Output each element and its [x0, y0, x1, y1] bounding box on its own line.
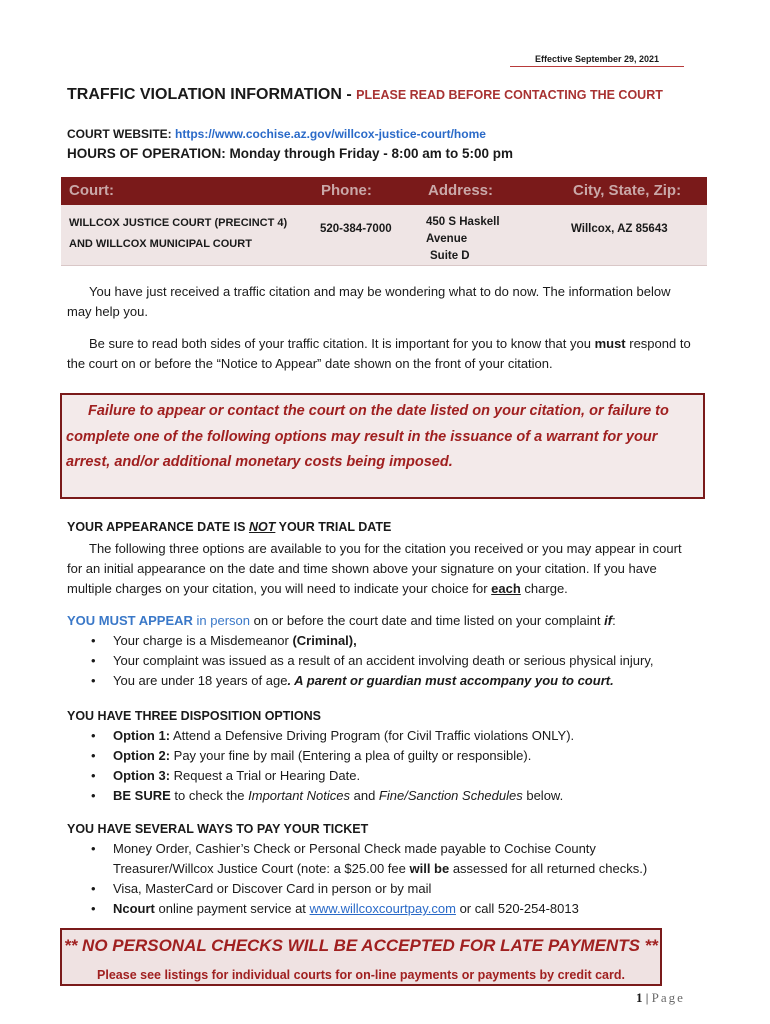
appearance-text: [67, 539, 697, 599]
intro2-text-a: Be sure to read both sides of your traffic citation. It is important for you to know that you: [89, 336, 595, 351]
appearance-head-not: NOT: [248, 520, 276, 534]
address-line2: Avenue: [426, 233, 468, 245]
court-table-header: [61, 177, 707, 205]
court-address: [426, 214, 500, 265]
header-city: City, State, Zip:: [573, 182, 682, 199]
effective-date: Effective September 29, 2021: [510, 54, 684, 67]
title-main: TRAFFIC VIOLATION INFORMATION -: [67, 86, 357, 103]
website-link[interactable]: https://www.cochise.az.gov/willcox-justice-court/home: [175, 127, 486, 141]
pay-item3-c: or call 520-254-8013: [455, 901, 579, 916]
title-subtitle: PLEASE READ BEFORE CONTACTING THE COURT: [356, 88, 663, 102]
court-phone: 520-384-7000: [320, 223, 392, 235]
page-num: 1: [636, 990, 643, 1005]
fine-schedules: Fine/Sanction Schedules: [378, 788, 523, 803]
no-personal-checks: ** NO PERSONAL CHECKS WILL BE ACCEPTED FOR LATE PAYMENTS **: [64, 936, 658, 955]
item-text: Your charge is a Misdemeanor: [113, 633, 293, 648]
option-label: Option 2:: [113, 748, 171, 763]
appearance-head-a: YOUR APPEARANCE DATE IS: [67, 520, 249, 534]
list-item: • You are under 18 years of age. A parent or guardian must accompany you to court.: [91, 673, 614, 688]
address-line1: 450 S Haskell: [426, 216, 500, 228]
intro2-must: must: [594, 336, 626, 351]
must-appear-colon: :: [612, 613, 616, 628]
intro-paragraph-2: [67, 334, 697, 374]
page-label: Page: [651, 990, 685, 1005]
must-appear-line: [67, 611, 697, 631]
option-label: Option 3:: [113, 768, 171, 783]
pay-item1-will-be: will be: [409, 861, 450, 876]
list-item: • Money Order, Cashier’s Check or Personal Check made payable to Cochise County Treasurer/Willcox Justice Court (note: a $25.00 fee will be assessed for all returned checks.): [91, 841, 648, 876]
pay-item1-c: assessed for all returned checks.): [449, 861, 648, 876]
page-number: [636, 990, 685, 1006]
list-item: • Option 2: Pay your fine by mail (Entering a plea of guilty or responsible).: [91, 748, 532, 763]
be-sure-label: BE SURE: [113, 788, 171, 803]
be-sure-text1: to check the: [170, 788, 249, 803]
intro2-text-c: respond to the court on or before the “Notice to Appear” date shown on the front of your citation.: [67, 336, 691, 371]
online-payment-note: Please see listings for individual courts for on-line payments or payments by credit card.: [97, 968, 625, 982]
warning-text: [66, 399, 699, 476]
court-website: [67, 127, 486, 141]
late-payment-box: [60, 928, 662, 986]
list-item: • Option 1: Attend a Defensive Driving Program (for Civil Traffic violations ONLY).: [91, 728, 575, 743]
court-name: [69, 213, 287, 255]
pay-item3-b: online payment service at: [154, 901, 310, 916]
item-bold-italic: . A parent or guardian must accompany you to court.: [287, 673, 614, 688]
important-notices: Important Notices: [248, 788, 350, 803]
be-sure-text3: below.: [522, 788, 564, 803]
list-item: • Visa, MasterCard or Discover Card in person or by mail: [91, 881, 432, 896]
court-city: Willcox, AZ 85643: [571, 223, 668, 235]
appearance-text-c: charge.: [520, 581, 568, 596]
option-text: Pay your fine by mail (Entering a plea of guilty or responsible).: [170, 748, 532, 763]
header-phone: Phone:: [321, 182, 372, 199]
must-appear-if: if: [604, 613, 613, 628]
payment-link[interactable]: www.willcoxcourtpay.com: [309, 901, 456, 916]
page-sep: |: [642, 990, 652, 1005]
court-name-line2: AND WILLCOX MUNICIPAL COURT: [69, 238, 252, 250]
pay-item2: Visa, MasterCard or Discover Card in person or by mail: [113, 881, 432, 896]
intro1-text: You have just received a traffic citation and may be wondering what to do now. The information below may help you.: [67, 284, 671, 319]
address-line3: Suite D: [430, 250, 470, 262]
option-text: Attend a Defensive Driving Program (for Civil Traffic violations ONLY).: [170, 728, 575, 743]
be-sure-text2: and: [350, 788, 379, 803]
appearance-text-a: The following three options are available to you for the citation you received or you may appear in court for an initial appearance on the date and time shown above your signature on your citation. If you have multiple charges on your citation, you will need to indicate your choice for: [67, 541, 682, 596]
list-item: • Your complaint was issued as a result of an accident involving death or serious physical injury,: [91, 653, 654, 668]
pay-item1-a: Money Order, Cashier’s Check or Personal Check made payable to Cochise County Treasurer/Willcox Justice Court (note: a $25.00 fee: [113, 841, 596, 876]
payment-list: [67, 839, 697, 919]
hours-of-operation: HOURS OF OPERATION: Monday through Friday - 8:00 am to 5:00 pm: [67, 146, 514, 161]
disposition-list: [67, 726, 697, 806]
in-person-label: in person: [192, 613, 251, 628]
item-text: Your complaint was issued as a result of an accident involving death or serious physical injury,: [113, 653, 654, 668]
warning-box: [60, 393, 705, 499]
header-court: Court:: [69, 182, 114, 199]
item-bold: (Criminal),: [292, 633, 357, 648]
appearance-each: each: [491, 581, 521, 596]
must-appear-list: [67, 631, 697, 691]
appearance-head-c: YOUR TRIAL DATE: [275, 520, 392, 534]
disposition-heading: YOU HAVE THREE DISPOSITION OPTIONS: [67, 709, 321, 723]
ncourt-label: Ncourt: [113, 901, 155, 916]
option-text: Request a Trial or Hearing Date.: [170, 768, 361, 783]
header-address: Address:: [428, 182, 494, 199]
payment-heading: YOU HAVE SEVERAL WAYS TO PAY YOUR TICKET: [67, 822, 369, 836]
court-name-line1: WILLCOX JUSTICE COURT (PRECINCT 4): [69, 217, 288, 229]
appearance-heading: [67, 520, 391, 534]
list-item: • Your charge is a Misdemeanor (Criminal),: [91, 633, 357, 648]
list-item: • BE SURE to check the Important Notices and Fine/Sanction Schedules below.: [91, 788, 564, 803]
list-item: • Ncourt online payment service at www.willcoxcourtpay.com or call 520-254-8013: [91, 901, 579, 916]
option-label: Option 1:: [113, 728, 171, 743]
item-text: You are under 18 years of age: [113, 673, 288, 688]
must-appear-label: YOU MUST APPEAR: [67, 613, 193, 628]
list-item: • Option 3: Request a Trial or Hearing Date.: [91, 768, 361, 783]
page-title: [67, 86, 663, 104]
must-appear-text: on or before the court date and time listed on your complaint: [250, 613, 605, 628]
website-label: COURT WEBSITE:: [67, 127, 175, 141]
court-table-row: [61, 205, 707, 266]
intro-paragraph-1: [67, 282, 697, 322]
warning-text-body: Failure to appear or contact the court on the date listed on your citation, or failure to complete one of the following options may result in the issuance of a warrant for your arrest, and/or additional monetary costs being imposed.: [66, 403, 669, 470]
